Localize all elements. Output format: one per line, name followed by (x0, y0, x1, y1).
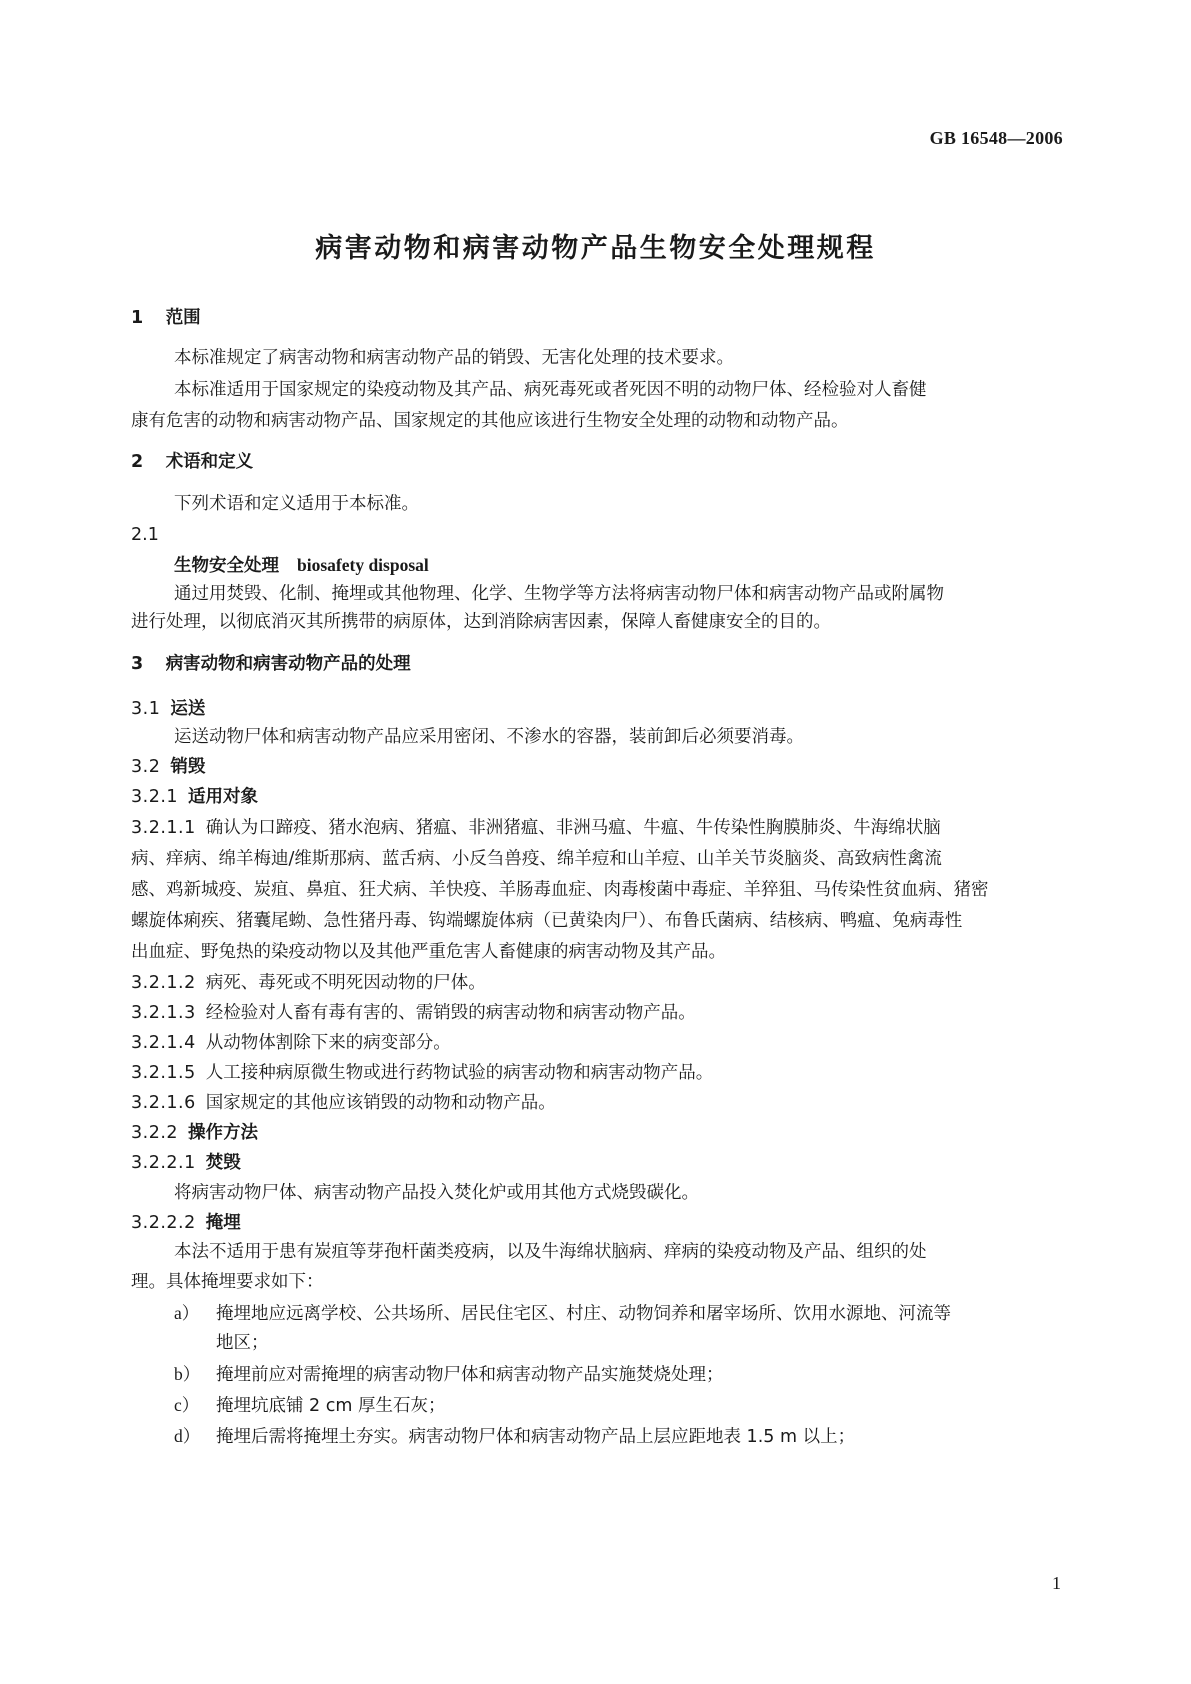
clause-number: 3.2.1.3 (131, 1003, 196, 1023)
clause-number: 2.1 (131, 525, 159, 545)
paragraph: 本法不适用于患有炭疽等芽孢杆菌类疫病，以及牛海绵状脑病、痒病的染疫动物及产品、组织的处 (174, 1242, 927, 1262)
term-chinese: 生物安全处理 (174, 556, 279, 576)
clause-title: 适用对象 (188, 787, 259, 807)
clause-title: 焚毁 (205, 1153, 241, 1173)
clause-text: 病死、毒死或不明死因动物的尸体。 (205, 973, 486, 993)
clause-title: 掩埋 (205, 1213, 241, 1233)
clause-text: 国家规定的其他应该销毁的动物和动物产品。 (205, 1093, 556, 1113)
paragraph: 将病害动物尸体、病害动物产品投入焚化炉或用其他方式烧毁碳化。 (174, 1183, 699, 1203)
section-3-heading (131, 652, 1061, 676)
clause-3-2-1-3 (131, 1001, 1061, 1025)
clause-number: 3.2.1.6 (131, 1093, 196, 1113)
section-number: 3 (131, 654, 144, 674)
clause-3-2-1-5 (131, 1061, 1061, 1085)
list-item-continuation: 地区； (216, 1333, 269, 1353)
clause-number: 3.2.2.2 (131, 1213, 196, 1233)
section-number: 1 (131, 308, 144, 328)
clause-title: 运送 (170, 699, 206, 719)
paragraph: 理。具体掩埋要求如下： (131, 1272, 324, 1292)
clause-3-2-heading (131, 755, 1061, 779)
clause-text-line: 病、痒病、绵羊梅迪/维斯那病、蓝舌病、小反刍兽疫、绵羊痘和山羊痘、山羊关节炎脑炎、高致病性禽流 (131, 849, 942, 869)
clause-3-2-1-4 (131, 1031, 1061, 1055)
clause-number: 3.2.1 (131, 787, 179, 807)
paragraph: 运送动物尸体和病害动物产品应采用密闭、不渗水的容器，装前卸后必须要消毒。 (174, 727, 804, 747)
clause-text-line: 感、鸡新城疫、炭疽、鼻疽、狂犬病、羊快疫、羊肠毒血症、肉毒梭菌中毒症、羊猝狙、马传染性贫血病、猪密 (131, 880, 989, 900)
clause-title: 操作方法 (188, 1123, 259, 1143)
paragraph: 本标准规定了病害动物和病害动物产品的销毁、无害化处理的技术要求。 (174, 348, 734, 368)
clause-text: 从动物体割除下来的病变部分。 (205, 1033, 451, 1053)
list-item-label: d） (174, 1426, 201, 1446)
list-item-label: a） (174, 1303, 200, 1323)
clause-3-2-1-2 (131, 971, 1061, 995)
clause-text: 经检验对人畜有毒有害的、需销毁的病害动物和病害动物产品。 (205, 1003, 696, 1023)
section-title: 病害动物和病害动物产品的处理 (165, 654, 411, 674)
clause-text: 人工接种病原微生物或进行药物试验的病害动物和病害动物产品。 (205, 1063, 714, 1083)
standard-code: GB 16548—2006 (929, 128, 1063, 148)
list-item-label: b） (174, 1364, 201, 1384)
term-entry (174, 553, 1061, 577)
clause-number: 3.2.2 (131, 1123, 179, 1143)
list-item-text: 掩埋地应远离学校、公共场所、居民住宅区、村庄、动物饲养和屠宰场所、饮用水源地、河流等 (216, 1304, 951, 1324)
clause-number: 3.2 (131, 757, 161, 777)
paragraph: 下列术语和定义适用于本标准。 (174, 494, 419, 514)
document-title: 病害动物和病害动物产品生物安全处理规程 (315, 233, 876, 264)
section-2-heading (131, 450, 1061, 474)
paragraph: 康有危害的动物和病害动物产品、国家规定的其他应该进行生物安全处理的动物和动物产品。 (131, 411, 849, 431)
page-number: 1 (1052, 1573, 1061, 1593)
list-item (174, 1362, 1061, 1386)
list-item-label: c） (174, 1395, 200, 1415)
clause-text: 确认为口蹄疫、猪水泡病、猪瘟、非洲猪瘟、非洲马瘟、牛瘟、牛传染性胸膜肺炎、牛海绵状脑 (205, 818, 941, 838)
list-item-text: 掩埋前应对需掩埋的病害动物尸体和病害动物产品实施焚烧处理； (216, 1365, 724, 1385)
paragraph: 本标准适用于国家规定的染疫动物及其产品、病死毒死或者死因不明的动物尸体、经检验对人畜健 (174, 380, 927, 400)
clause-title: 销毁 (170, 757, 206, 777)
clause-number: 3.2.2.1 (131, 1153, 196, 1173)
clause-3-2-2-heading (131, 1121, 1061, 1145)
clause-number: 3.2.1.4 (131, 1033, 196, 1053)
list-item (174, 1393, 1061, 1417)
section-number: 2 (131, 452, 144, 472)
list-item (174, 1424, 1061, 1448)
clause-number: 3.1 (131, 699, 161, 719)
list-item (174, 1301, 1061, 1325)
definition: 进行处理，以彻底消灭其所携带的病原体，达到消除病害因素，保障人畜健康安全的目的。 (131, 612, 831, 632)
list-item-text: 掩埋后需将掩埋土夯实。病害动物尸体和病害动物产品上层应距地表 1.5 m 以上； (216, 1427, 856, 1447)
list-item-text: 掩埋坑底铺 2 cm 厚生石灰； (216, 1396, 446, 1416)
clause-3-1-heading (131, 697, 1061, 721)
clause-text-line: 螺旋体痢疾、猪囊尾蚴、急性猪丹毒、钩端螺旋体病（已黄染肉尸）、布鲁氏菌病、结核病、鸭瘟、兔病毒性 (131, 911, 963, 931)
term-english: biosafety disposal (297, 555, 429, 575)
clause-3-2-1-1 (131, 816, 1061, 840)
clause-number: 3.2.1.2 (131, 973, 196, 993)
clause-3-2-2-2-heading (131, 1211, 1061, 1235)
clause-3-2-2-1-heading (131, 1151, 1061, 1175)
section-1-heading (131, 306, 1061, 330)
section-title: 范围 (165, 308, 201, 328)
clause-3-2-1-6 (131, 1091, 1061, 1115)
definition: 通过用焚毁、化制、掩埋或其他物理、化学、生物学等方法将病害动物尸体和病害动物产品或附属物 (174, 584, 944, 604)
clause-number: 3.2.1.5 (131, 1063, 196, 1083)
clause-text-line: 出血症、野兔热的染疫动物以及其他严重危害人畜健康的病害动物及其产品。 (131, 942, 726, 962)
section-title: 术语和定义 (165, 452, 254, 472)
clause-number: 3.2.1.1 (131, 818, 196, 838)
clause-3-2-1-heading (131, 785, 1061, 809)
